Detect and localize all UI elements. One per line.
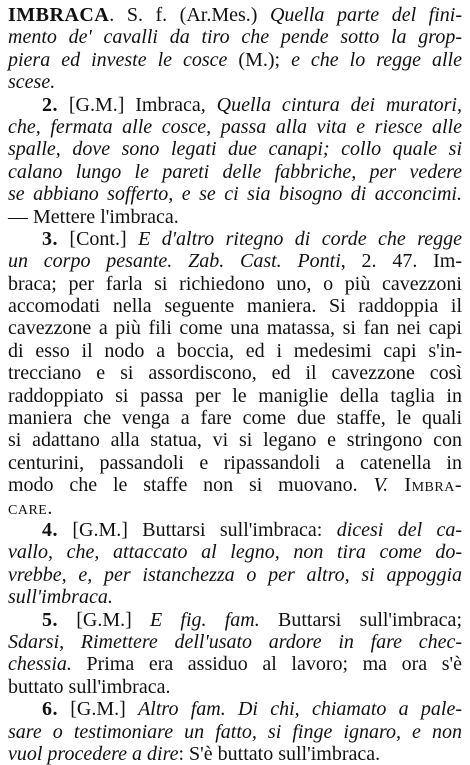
entry-italic-text: vrebbe, e, per istanchezza o per altro, si appoggia: [8, 563, 462, 586]
entry-italic-text: vuol procedere a dire: [8, 742, 179, 765]
entry-line: [8, 138, 462, 160]
entry-text: modo che le staffe non si muovano.: [8, 474, 374, 497]
entry-line: [8, 586, 462, 608]
entry-italic-text: chessia.: [8, 653, 72, 676]
entry-italic-text: se abbiano sofferto, e se ci sia bisogno di acconcimi.: [8, 183, 462, 206]
entry-line: [8, 4, 462, 26]
entry-line: [8, 183, 462, 205]
entry-italic-text: che, fermata alle cosce, passa alla vita e riesce alle: [8, 115, 462, 138]
entry-line: [8, 497, 462, 519]
entry-text: . S. f. (Ar.Mes.): [109, 4, 270, 26]
entry-text: — Mettere l'imbraca.: [8, 205, 179, 228]
entry-line: [8, 631, 462, 653]
entry-italic-text: piera ed investe le cosce: [8, 48, 239, 71]
entry-line: [8, 564, 462, 586]
entry-italic-text: un corpo pesante. Zab. Cast. Ponti: [8, 250, 341, 273]
entry-italic-text: calano lungo le pareti delle fabbriche, per vedere: [8, 160, 462, 183]
entry-line: [8, 206, 462, 228]
entry-bold-text: IMBRACA: [8, 4, 110, 26]
entry-italic-text: Quella parte del fini-: [269, 4, 463, 26]
entry-line: [8, 541, 462, 563]
entry-italic-text: sull'imbraca.: [8, 586, 113, 609]
entry-italic-text: Altro fam. Di chi, chiamato a pale-: [138, 698, 462, 721]
entry-text: centurini, passandoli e ripassandoli a catenella in: [8, 451, 462, 474]
entry-line: [8, 474, 462, 496]
entry-line: [8, 26, 462, 48]
entry-line: [8, 71, 462, 93]
entry-line: [8, 340, 462, 362]
sense-6-line: [8, 698, 462, 720]
entry-text: ;: [274, 48, 292, 71]
entry-text: maniera che venga a fare come due staffe, le quali: [8, 407, 462, 430]
entry-bold-text: 4.: [42, 518, 58, 541]
entry-line: [8, 116, 462, 138]
entry-italic-text: V.: [373, 474, 389, 497]
entry-text: raddoppiato si passa per le maniglie della taglia in: [8, 384, 462, 407]
entry-line: [8, 743, 462, 765]
entry-text: trecciano e si assordiscono, ed il cavezzone così: [8, 362, 462, 385]
sense-4-line: [8, 519, 462, 541]
entry-line: [8, 295, 462, 317]
entry-line: [8, 429, 462, 451]
entry-italic-text: dicesi del ca-: [336, 518, 463, 541]
entry-smallcaps-text: care.: [8, 496, 53, 519]
sense-3-line: [8, 228, 462, 250]
entry-text: [G.M.]: [58, 608, 150, 631]
entry-text: cavezzone a più fili come una matassa, si fan nei capi: [8, 317, 462, 340]
entry-italic-text: Quella cintura dei muratori,: [216, 93, 462, 116]
entry-line: [8, 317, 462, 339]
entry-smallcaps-text: Imbra-: [388, 474, 462, 497]
entry-line: [8, 385, 462, 407]
entry-text: (M.): [238, 48, 275, 71]
sense-5-line: [8, 609, 462, 631]
entry-line: [8, 362, 462, 384]
entry-line: [8, 452, 462, 474]
entry-text: accomodati nella seguente maniera. Si raddoppia il: [8, 295, 462, 318]
entry-text: si adattano alla statua, vi si legano e stringono con: [8, 429, 462, 452]
entry-text: di esso il nodo a boccia, ed i medesimi capi s'in-: [8, 339, 462, 362]
entry-bold-text: 2.: [42, 93, 58, 116]
entry-bold-text: 3.: [42, 227, 58, 250]
entry-line: [8, 676, 462, 698]
entry-italic-text: e che lo regge alle: [291, 48, 462, 71]
entry-line: [8, 273, 462, 295]
entry-line: [8, 407, 462, 429]
entry-text: : S'è buttato sull'imbraca.: [178, 742, 381, 765]
entry-line: [8, 721, 462, 743]
entry-italic-text: vallo, che, attaccato al legno, non tira come do-: [8, 541, 462, 564]
entry-italic-text: mento de' cavalli da tiro che pende sotto la grop-: [8, 26, 462, 49]
entry-text: Prima era assiduo al lavoro; ma ora s'è: [71, 653, 462, 676]
entry-italic-text: spalle, dove sono legati due canapi; collo quale si: [8, 138, 462, 161]
entry-line: [8, 161, 462, 183]
entry-bold-text: 5.: [42, 608, 58, 631]
entry-text: braca; per farla si richiedono uno, o più cavezzoni: [8, 272, 462, 295]
entry-text: buttato sull'imbraca.: [8, 675, 171, 698]
entry-line: [8, 49, 462, 71]
entry-text: , 2. 47. Im-: [340, 250, 462, 273]
entry-text: [G.M.] Imbraca,: [58, 93, 217, 116]
entry-line: [8, 653, 462, 675]
sense-2-line: [8, 94, 462, 116]
entry-italic-text: Sdarsi, Rimettere dell'usato ardore in fare chec-: [8, 630, 462, 653]
entry-text: [G.M.]: [58, 698, 139, 721]
entry-line: [8, 250, 462, 272]
entry-italic-text: E fig. fam.: [149, 608, 260, 631]
entry-italic-text: E d'altro ritegno di corde che regge: [138, 227, 463, 250]
entry-text: [G.M.] Buttarsi sull'imbraca:: [58, 518, 337, 541]
entry-italic-text: scese.: [8, 71, 56, 94]
entry-italic-text: sare o testimoniare un fatto, si finge ignaro, e non: [8, 720, 462, 743]
entry-text: [Cont.]: [58, 227, 139, 250]
entry-bold-text: 6.: [42, 698, 58, 721]
entry-text: Buttarsi sull'imbraca;: [259, 608, 462, 631]
